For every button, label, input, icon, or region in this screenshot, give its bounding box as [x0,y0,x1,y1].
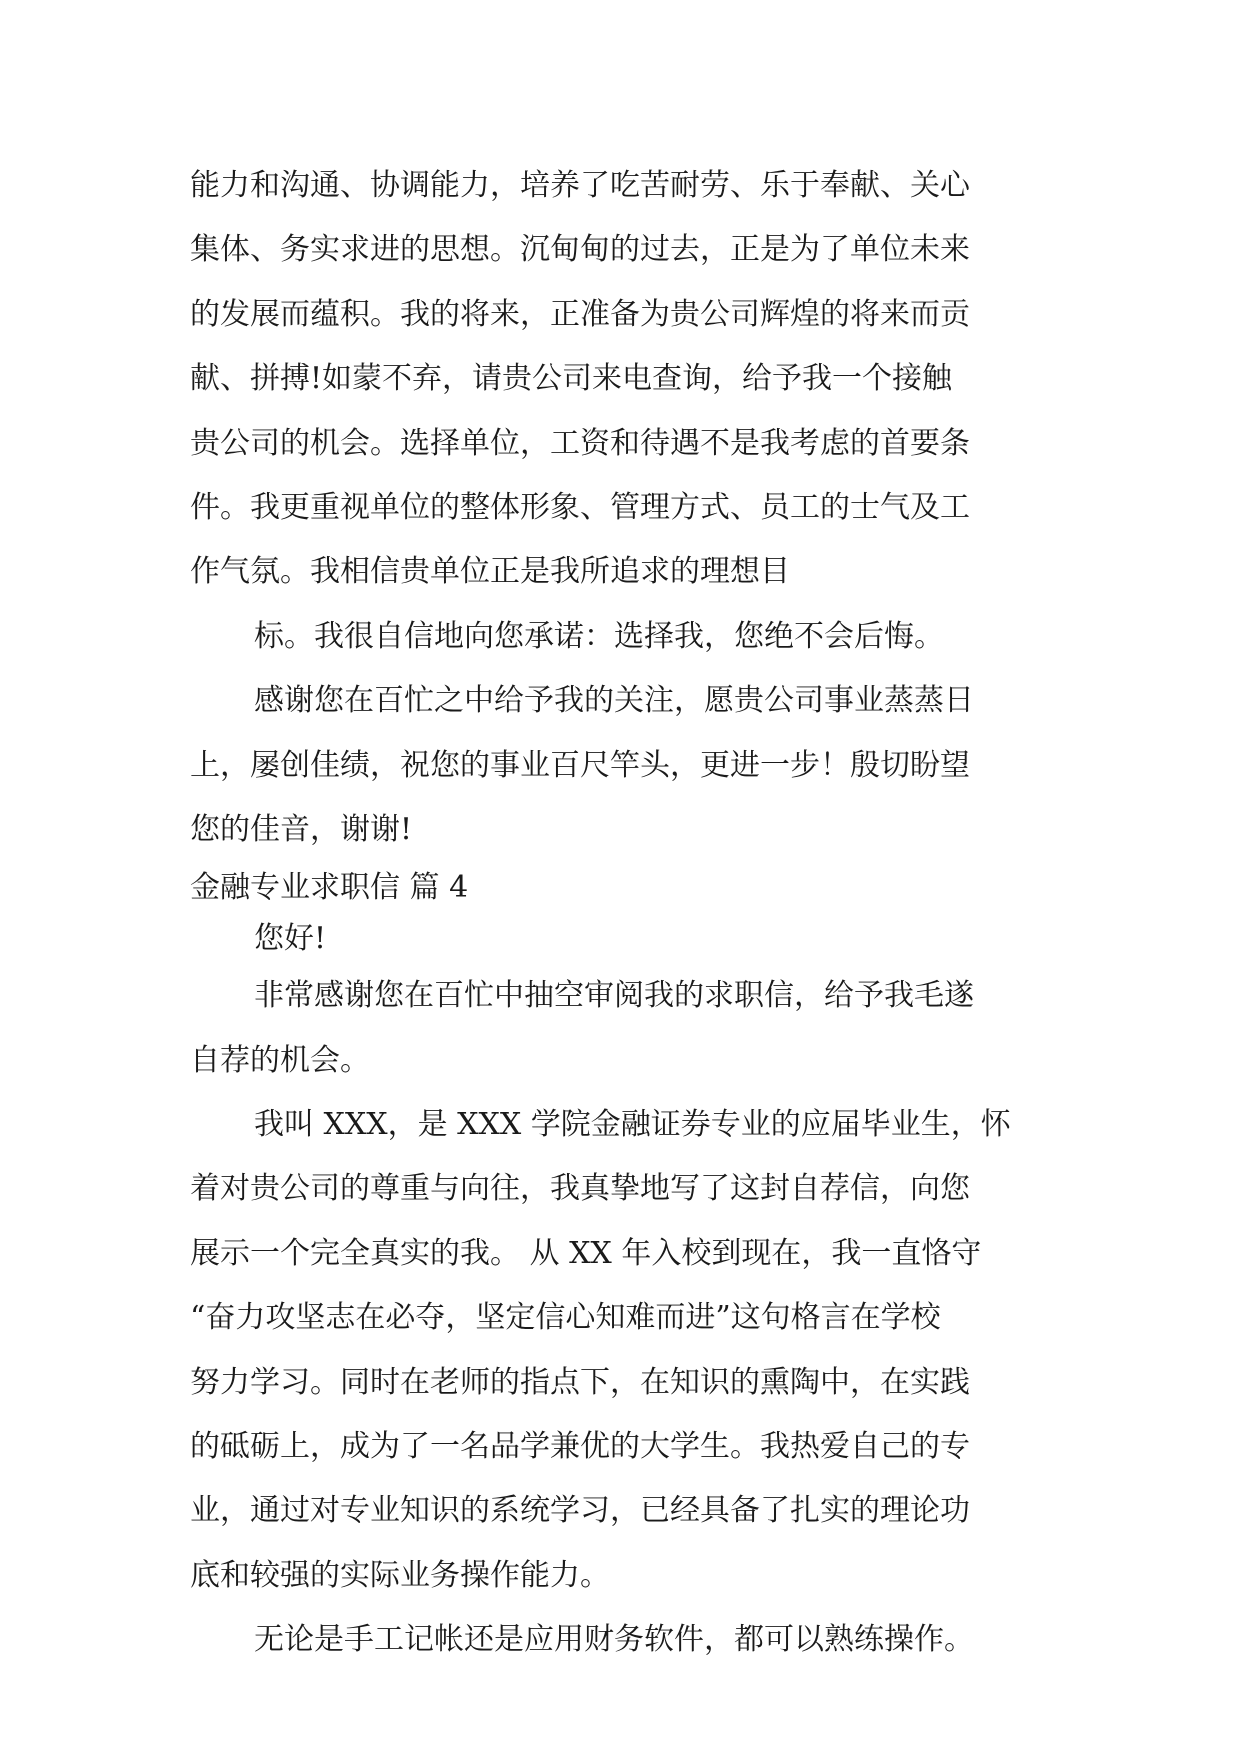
text-line: 作气氛。我相信贵单位正是我所追求的理想目 [190,554,790,590]
text-line: 献、拼搏!如蒙不弃，请贵公司来电查询，给予我一个接触 [190,361,953,397]
document-body [190,154,1070,1673]
text-line: 标。我很自信地向您承诺：选择我，您绝不会后悔。 [254,618,944,654]
greeting-line: 您好! [254,921,327,957]
text-line: 底和较强的实际业务操作能力。 [190,1557,610,1593]
text-line: 您的佳音，谢谢! [190,811,413,847]
text-line: 努力学习。同时在老师的指点下，在知识的熏陶中，在实践 [190,1364,970,1400]
text-line: 自荐的机会。 [190,1042,370,1078]
text-line: 贵公司的机会。选择单位，工资和待遇不是我考虑的首要条 [190,425,970,461]
text-line: 感谢您在百忙之中给予我的关注，愿贵公司事业蒸蒸日 [254,683,974,719]
text-line: 的砥砺上，成为了一名品学兼优的大学生。我热爱自己的专 [190,1429,970,1465]
text-line: 非常感谢您在百忙中抽空审阅我的求职信，给予我毛遂 [254,978,974,1014]
text-line: 无论是手工记帐还是应用财务软件，都可以熟练操作。 [254,1622,974,1658]
text-line: 着对贵公司的尊重与向往，我真挚地写了这封自荐信，向您 [190,1171,970,1207]
section-heading: 金融专业求职信 篇 4 [190,870,469,906]
text-line: “奋力攻坚志在必夺，坚定信心知难而进”这句格言在学校 [190,1300,941,1336]
text-line: 展示一个完全真实的我。 从 XX 年入校到现在，我一直恪守 [190,1235,982,1271]
text-line: 集体、务实求进的思想。沉甸甸的过去，正是为了单位未来 [190,232,970,268]
text-line: 我叫 XXX，是 XXX 学院金融证券专业的应届毕业生，怀 [254,1107,1011,1143]
text-line: 业，通过对专业知识的系统学习，已经具备了扎实的理论功 [190,1493,970,1529]
text-line: 能力和沟通、协调能力，培养了吃苦耐劳、乐于奉献、关心 [190,168,970,203]
text-line: 件。我更重视单位的整体形象、管理方式、员工的士气及工 [190,489,970,525]
text-line: 上，屡创佳绩，祝您的事业百尺竿头，更进一步！殷切盼望 [190,747,970,783]
text-line: 的发展而蕴积。我的将来，正准备为贵公司辉煌的将来而贡 [190,296,970,332]
